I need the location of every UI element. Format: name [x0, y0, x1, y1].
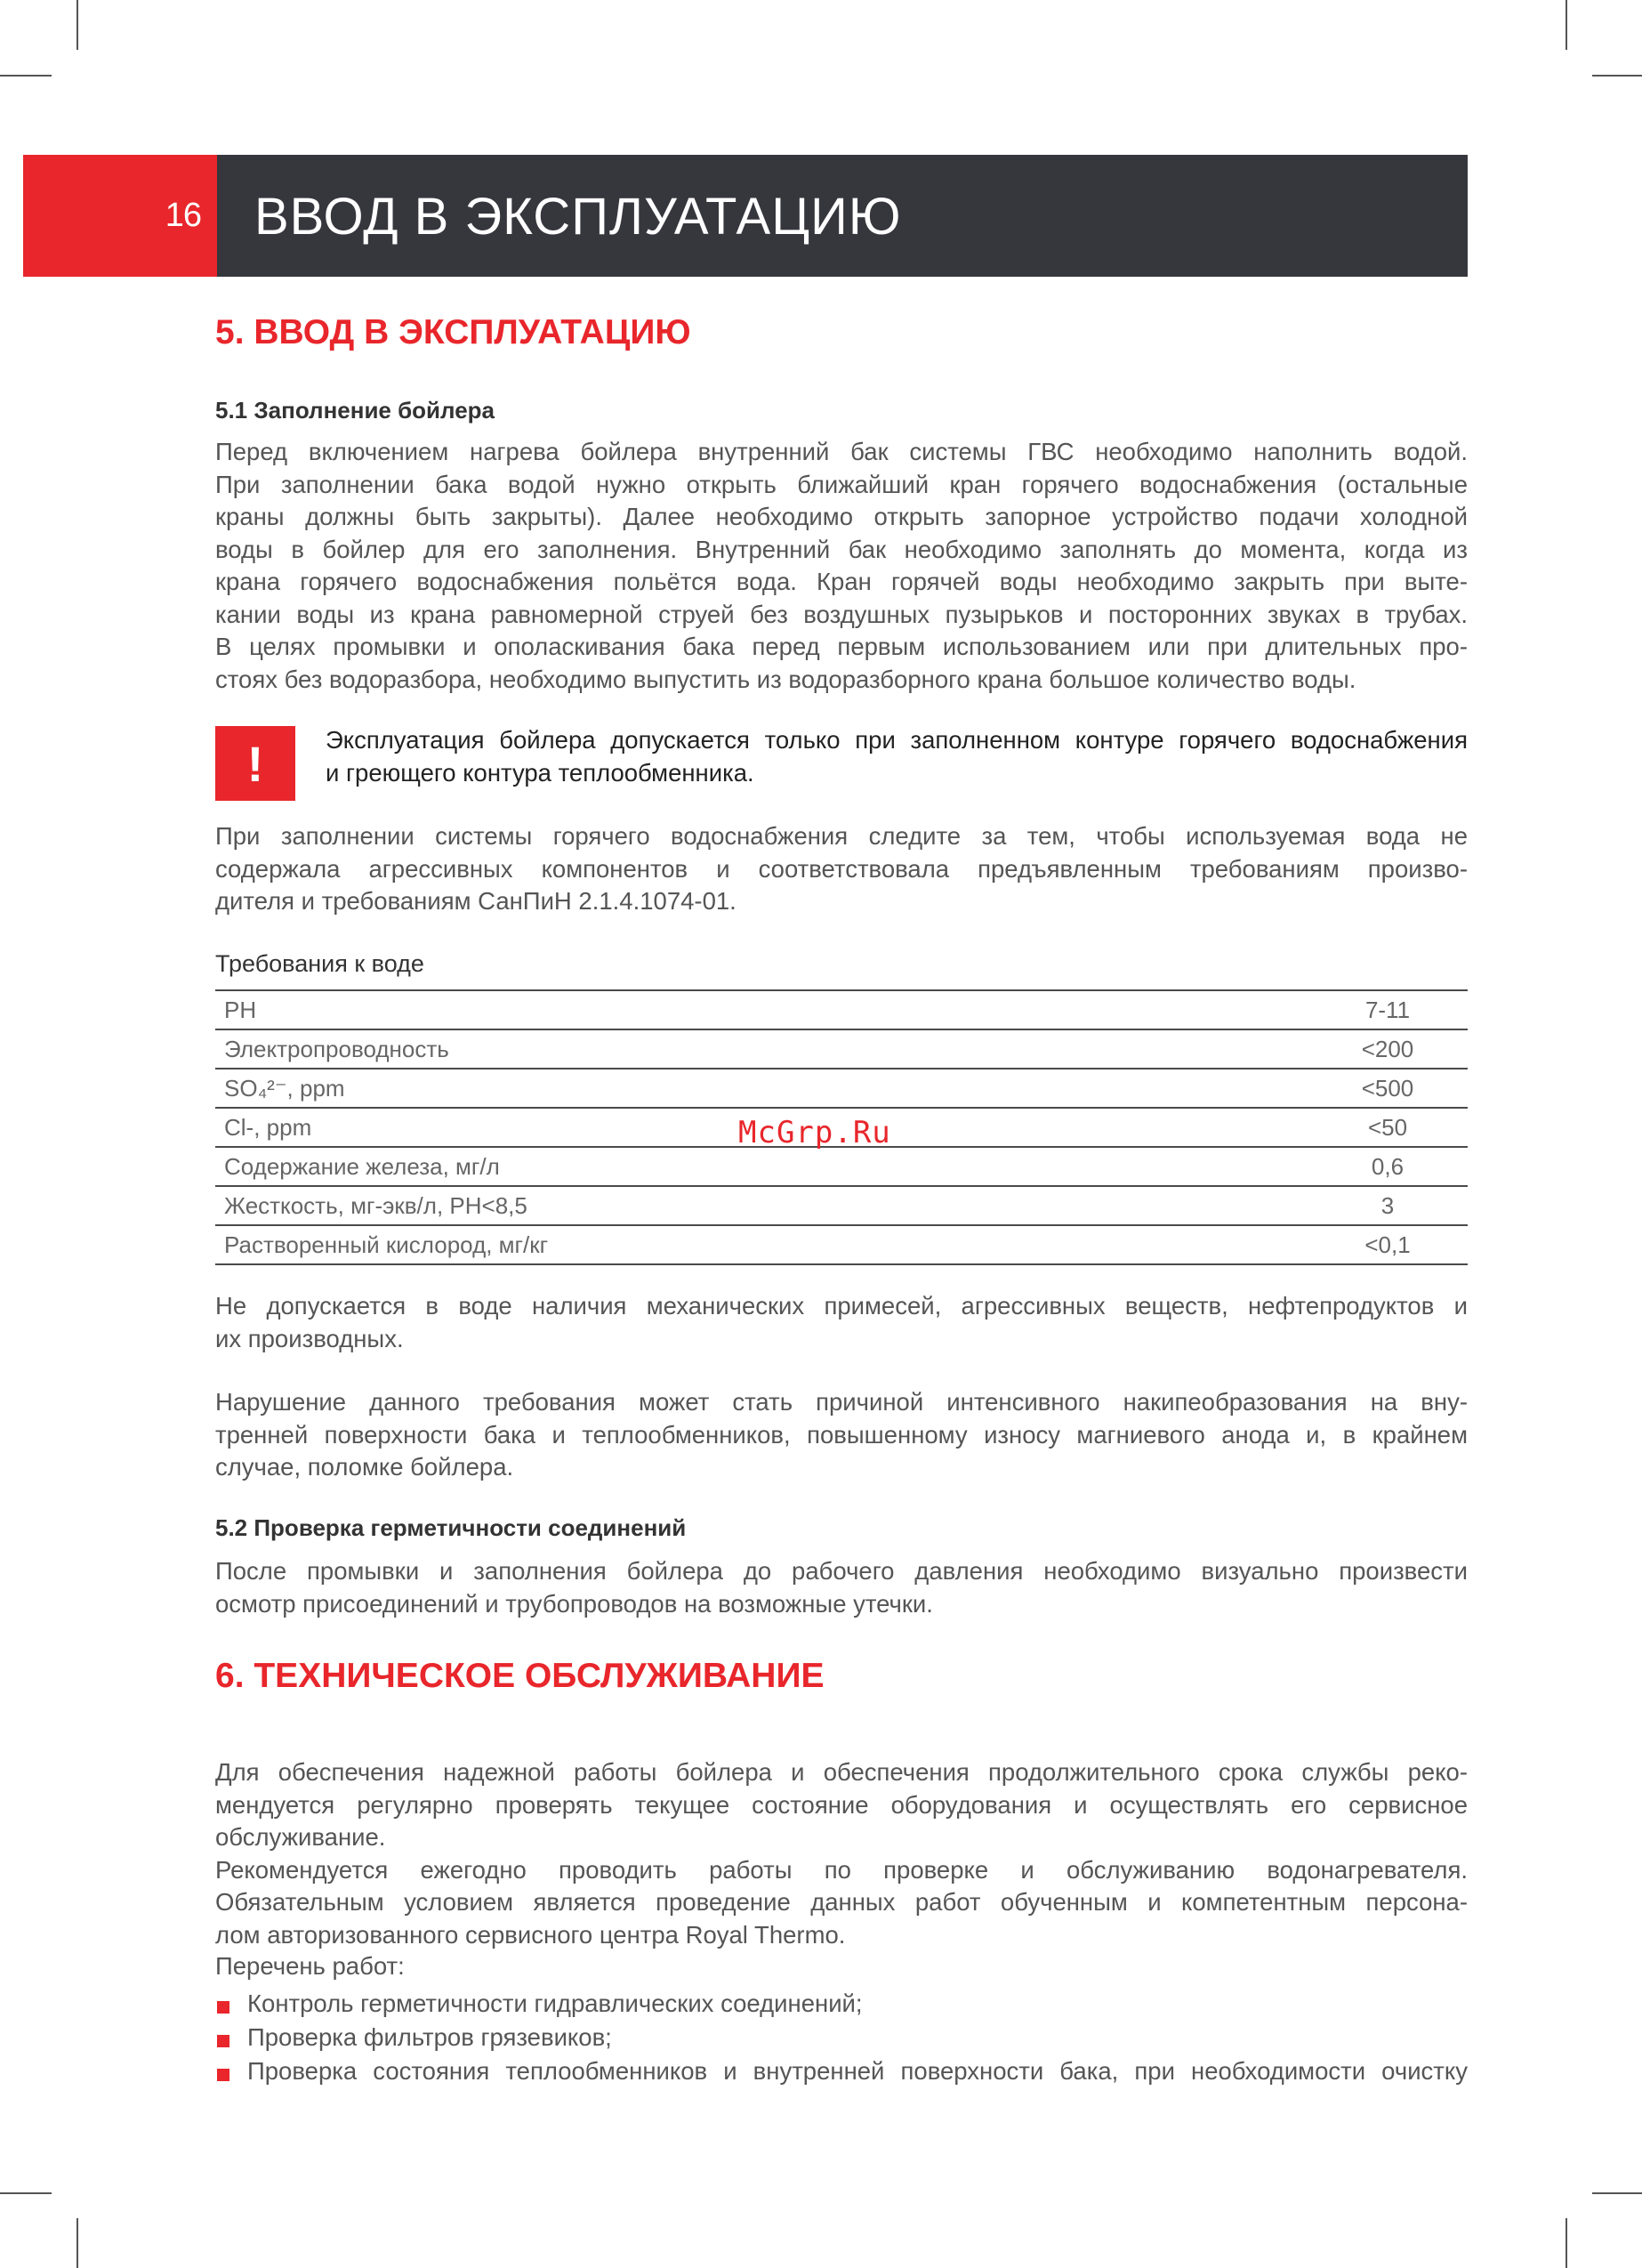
- text-line: осмотр присоединений и трубопроводов на возможные утечки.: [215, 1589, 933, 1618]
- crop-mark: [1566, 2218, 1567, 2268]
- list-item-text: Проверка фильтров грязевиков;: [247, 2023, 612, 2051]
- text-line: обслуживание.: [215, 1823, 386, 1851]
- text-line: Перед включением нагрева бойлера внутренний бак системы ГВС необходимо наполнить водой.: [215, 438, 1468, 465]
- bullet-square-icon: [217, 2069, 229, 2081]
- subsection-5-1-title: 5.1 Заполнение бойлера: [215, 397, 495, 424]
- text-line: При заполнении бака водой нужно открыть ближайший кран горячего водоснабжения (остальные: [215, 470, 1468, 498]
- text-line: тренней поверхности бака и теплообменников, повышенному износу магниевого анода и, в крайнем: [215, 1420, 1468, 1449]
- table-cell-name: PH: [215, 990, 1308, 1029]
- text-line: случае, поломке бойлера.: [215, 1453, 514, 1481]
- table-cell-value: <50: [1308, 1108, 1468, 1147]
- page-header: [23, 155, 1468, 277]
- table-cell-value: <200: [1308, 1029, 1468, 1069]
- crop-mark: [0, 2192, 52, 2194]
- table-cell-value: <500: [1308, 1069, 1468, 1108]
- crop-mark: [76, 2218, 78, 2268]
- text-line: кании воды из крана равномерной струей без воздушных пузырьков и посторонних звуках в трубах.: [215, 600, 1468, 628]
- table-row: [215, 1029, 1468, 1069]
- text-line: содержала агрессивных компонентов и соответствовала предъявленным требованиям произво-: [215, 854, 1468, 883]
- table-title: Требования к воде: [215, 950, 424, 977]
- table-row: [215, 1186, 1468, 1225]
- table-cell-value: 3: [1308, 1186, 1468, 1225]
- subsection-5-2-title: 5.2 Проверка герметичности соединений: [215, 1514, 687, 1541]
- text-line: и греющего контура теплообменника.: [326, 758, 754, 787]
- paragraph-filling: [215, 436, 1468, 696]
- page-number: 16: [165, 197, 201, 234]
- page-number-block: [23, 155, 217, 277]
- text-line: После промывки и заполнения бойлера до рабочего давления необходимо визуально произвести: [215, 1557, 1468, 1585]
- table-row: [215, 1147, 1468, 1186]
- text-line: Эксплуатация бойлера допускается только при заполненном контуре горячего водоснабжения: [326, 726, 1468, 754]
- warning-text: [326, 724, 1468, 789]
- table-cell-value: 7-11: [1308, 990, 1468, 1029]
- text-line: лом авторизованного сервисного центра Royal Thermo.: [215, 1920, 846, 1949]
- table-cell-name: Содержание железа, мг/л: [215, 1147, 1308, 1186]
- paragraph-water-quality: [215, 820, 1468, 918]
- paragraph-maintenance: [215, 1756, 1468, 1951]
- section-6-title: 6. ТЕХНИЧЕСКОЕ ОБСЛУЖИВАНИЕ: [215, 1657, 825, 1695]
- list-item: [215, 2023, 1468, 2057]
- crop-mark: [1566, 0, 1567, 50]
- paragraph-leak-check: [215, 1555, 1468, 1620]
- bullet-square-icon: [217, 2035, 229, 2047]
- text-line: Нарушение данного требования может стать причиной интенсивного накипеобразования на вну-: [215, 1388, 1468, 1416]
- table-cell-name: Электропроводность: [215, 1029, 1308, 1069]
- table-row: [215, 990, 1468, 1029]
- table-cell-name: SO₄²⁻, ppm: [215, 1069, 1308, 1108]
- text-line: мендуется регулярно проверять текущее состояние оборудования и осуществлять его сервисное: [215, 1790, 1468, 1819]
- table-cell-name: Cl-, ppm: [215, 1108, 1308, 1147]
- text-line: стоях без водоразбора, необходимо выпустить из водоразборного крана большое количество воды.: [215, 665, 1356, 693]
- text-line: В целях промывки и ополаскивания бака перед первым использованием или при длительных про-: [215, 633, 1468, 660]
- table-cell-name: Жесткость, мг-экв/л, PH<8,5: [215, 1186, 1308, 1225]
- text-line: При заполнении системы горячего водоснабжения следите за тем, чтобы используемая вода не: [215, 822, 1468, 850]
- paragraph-impurities: [215, 1290, 1468, 1355]
- text-line: воды в бойлер для его заполнения. Внутренний бак необходимо заполнять до момента, когда из: [215, 535, 1468, 563]
- text-line: их производных.: [215, 1324, 404, 1352]
- text-line: Не допускается в воде наличия механических примесей, агрессивных веществ, нефтепродуктов и: [215, 1292, 1468, 1320]
- table-row: [215, 1069, 1468, 1108]
- paragraph-violation: [215, 1386, 1468, 1484]
- table-cell-value: 0,6: [1308, 1147, 1468, 1186]
- list-item-text: Проверка состояния теплообменников и внутренней поверхности бака, при необходимости очистку: [247, 2057, 1468, 2085]
- list-item: [215, 2057, 1468, 2091]
- watermark: McGrp.Ru: [738, 1115, 891, 1150]
- text-line: Обязательным условием является проведение данных работ обученным и компетентным персона-: [215, 1888, 1468, 1916]
- text-line: крана горячего водоснабжения польётся вода. Кран горячей воды необходимо закрыть при выте-: [215, 568, 1468, 595]
- header-title: ВВОД В ЭКСПЛУАТАЦИЮ: [254, 188, 902, 246]
- text-line: Перечень работ:: [215, 1952, 405, 1980]
- text-line: Для обеспечения надежной работы бойлера и обеспечения продолжительного срока службы реко-: [215, 1758, 1468, 1786]
- text-line: Рекомендуется ежегодно проводить работы по проверке и обслуживанию водонагревателя.: [215, 1855, 1468, 1884]
- section-5-title: 5. ВВОД В ЭКСПЛУАТАЦИЮ: [215, 313, 691, 351]
- table-row: [215, 1225, 1468, 1264]
- list-item: [215, 1990, 1468, 2023]
- text-line: дителя и требованиям СанПиН 2.1.4.1074-01.: [215, 887, 736, 915]
- text-line: краны должны быть закрыты). Далее необходимо открыть запорное устройство подачи холодной: [215, 503, 1468, 530]
- work-list: [215, 1990, 1468, 2091]
- bullet-square-icon: [217, 2001, 229, 2014]
- table-cell-name: Растворенный кислород, мг/кг: [215, 1225, 1308, 1264]
- crop-mark: [1592, 75, 1642, 77]
- list-item-text: Контроль герметичности гидравлических соединений;: [247, 1990, 863, 2017]
- crop-mark: [1592, 2192, 1642, 2194]
- list-title: [215, 1950, 1468, 1983]
- warning-icon: !: [215, 726, 295, 801]
- crop-mark: [76, 0, 78, 50]
- crop-mark: [0, 75, 52, 77]
- table-cell-value: <0,1: [1308, 1225, 1468, 1264]
